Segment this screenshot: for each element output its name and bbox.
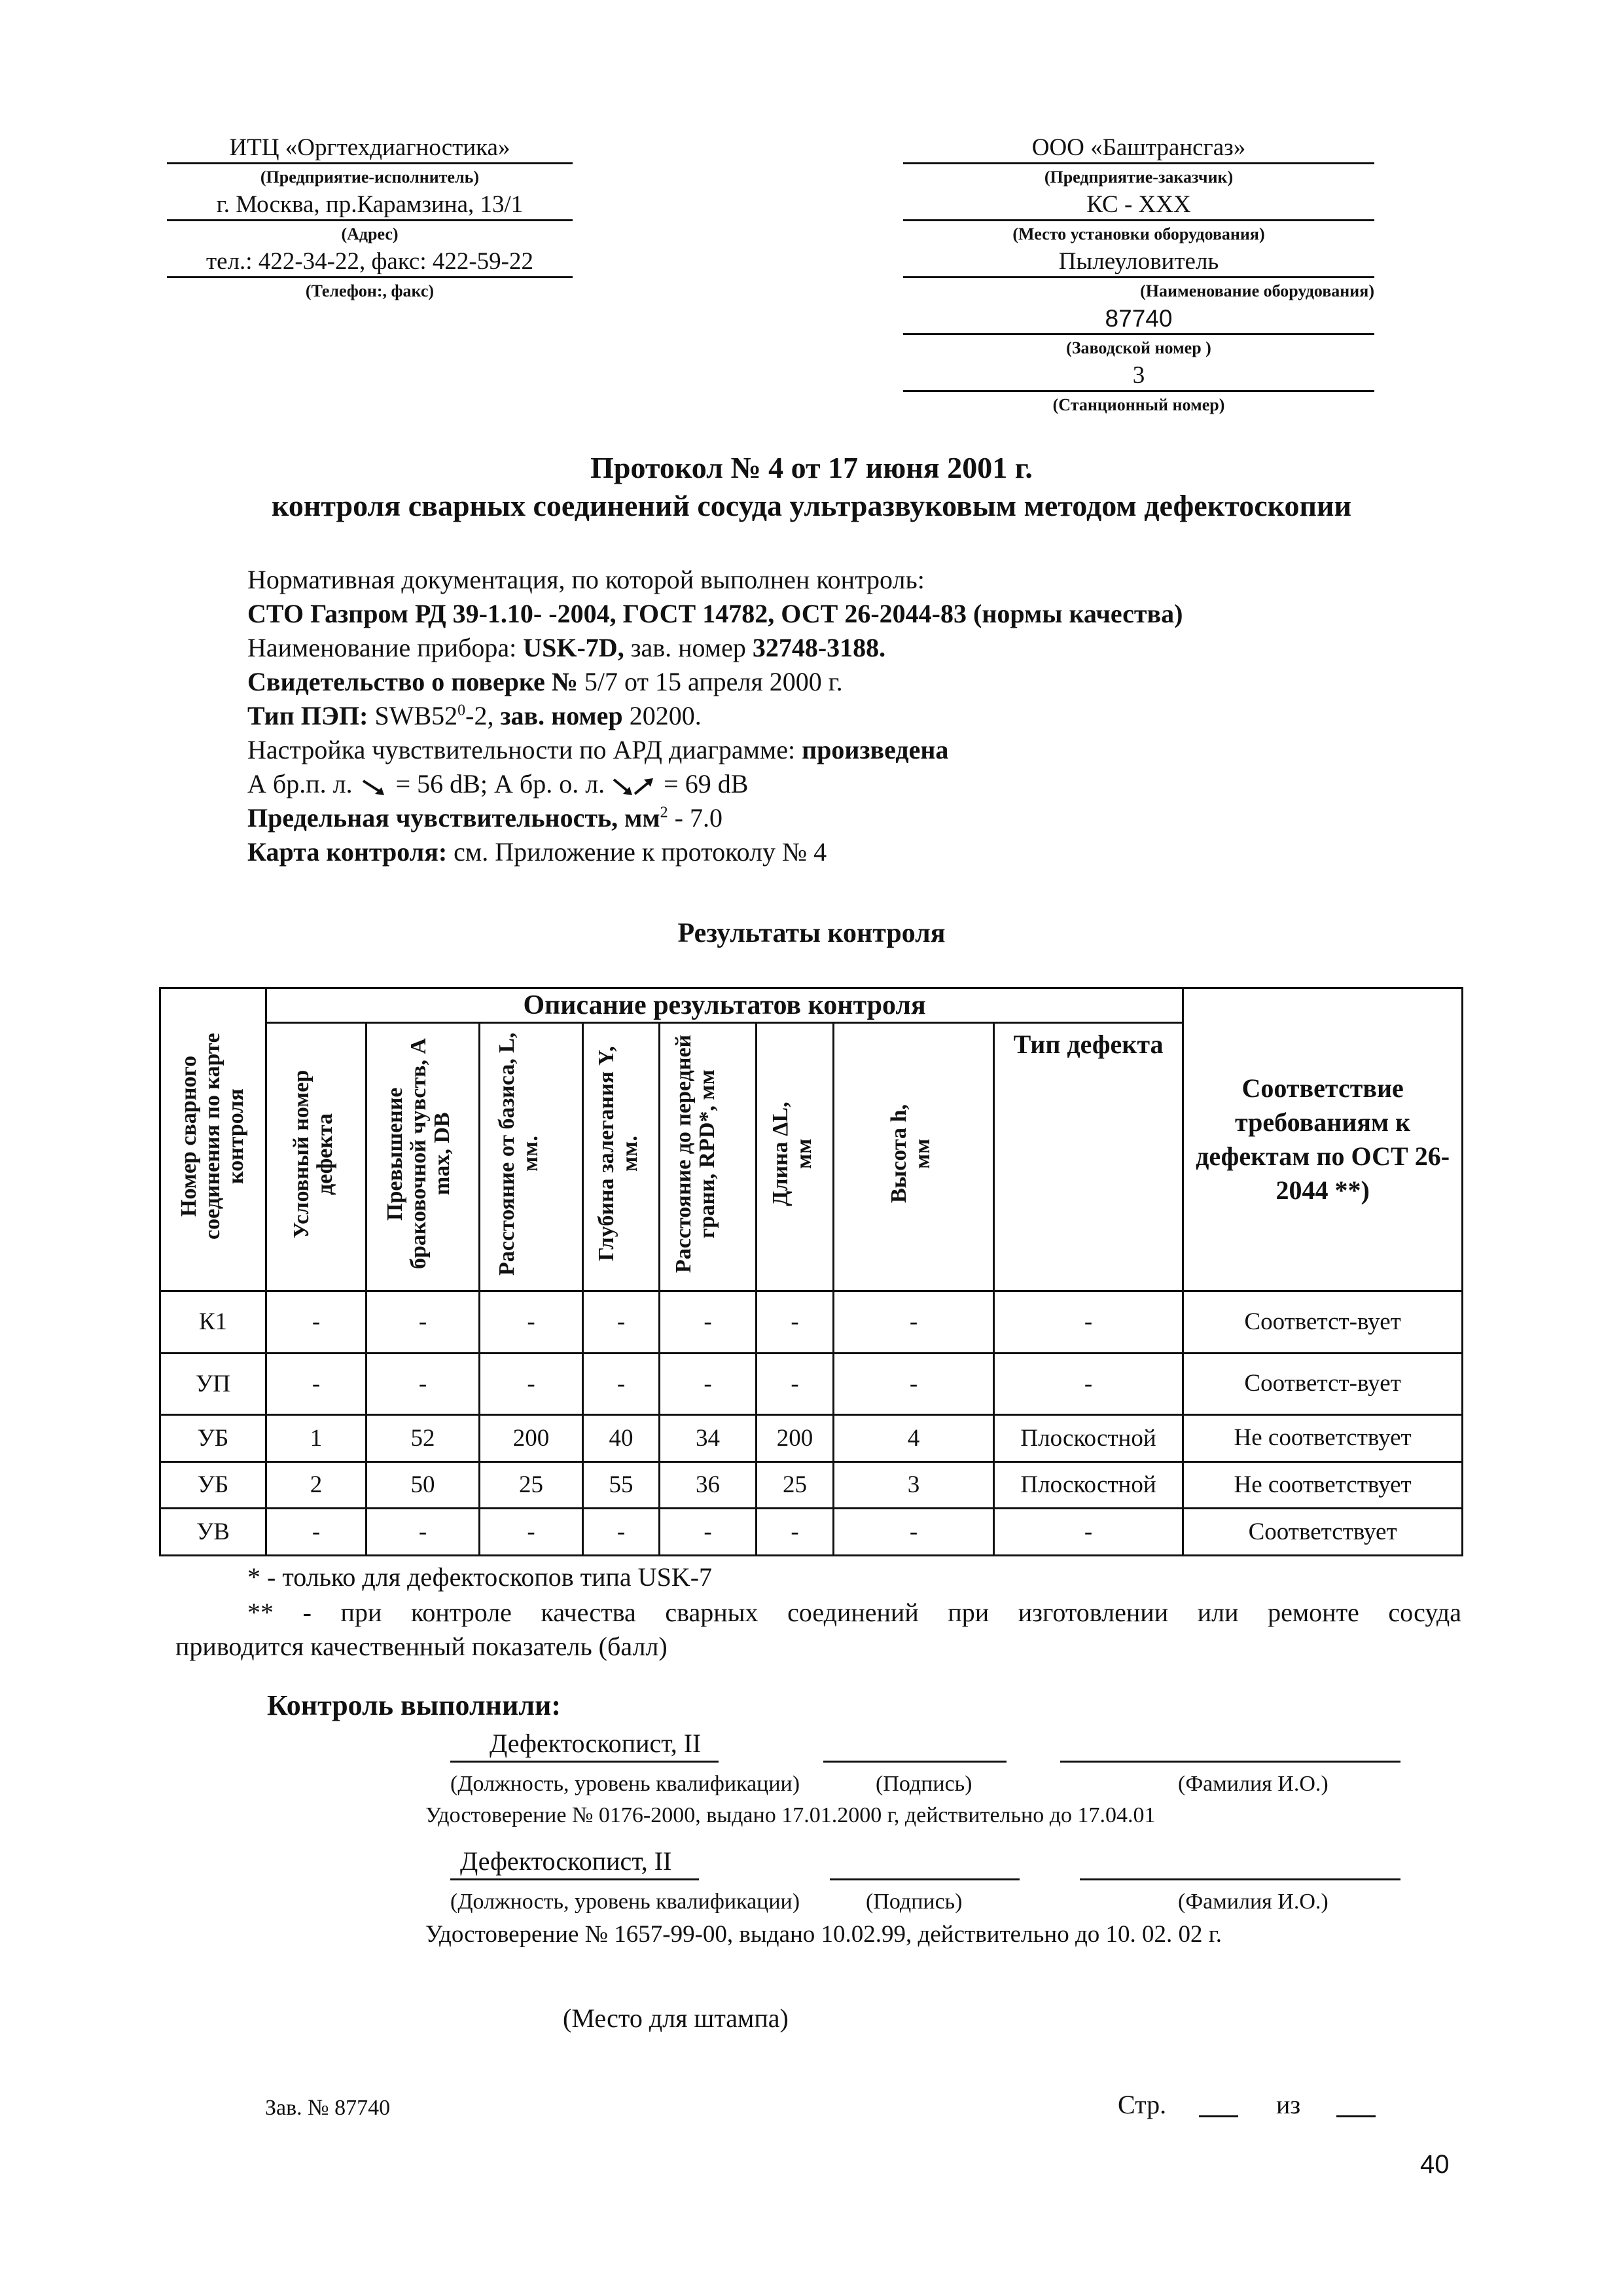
col-joint-header: [160, 988, 266, 1291]
page-number: 40: [1420, 2150, 1450, 2179]
cell-depth: 55: [583, 1462, 660, 1509]
cell-rpd: -: [660, 1291, 757, 1353]
probe-sn-label: зав. номер: [493, 701, 630, 730]
cell-depth: -: [583, 1291, 660, 1353]
cell-type: -: [994, 1291, 1183, 1353]
cell-conf: Соответствует: [1183, 1509, 1463, 1556]
customer-equipment-caption: (Наименование оборудования): [1140, 281, 1374, 300]
col-excess-label: Превышение браковочной чувств, А max, DB: [383, 1038, 454, 1270]
inspector2-signature-line[interactable]: [830, 1878, 1020, 1880]
cell-height: 4: [834, 1414, 994, 1462]
map-line: [247, 835, 1596, 869]
cell-joint: УВ: [160, 1509, 266, 1556]
cell-dist: -: [480, 1291, 583, 1353]
performed-by-heading: Контроль выполнили:: [267, 1689, 562, 1721]
cell-depth: 40: [583, 1414, 660, 1462]
cell-depth: -: [583, 1509, 660, 1556]
probe-line: [247, 699, 1596, 733]
docs-label: Нормативная документация, по которой выполнен контроль:: [247, 565, 925, 594]
note-quality-line1: ** - при контроле качества сварных соединений при изготовлении или ремонте сосуда: [247, 1598, 1461, 1627]
device-model: USK-7D,: [523, 633, 624, 662]
inspector2-caption-name: (Фамилия И.О.): [1178, 1890, 1329, 1914]
customer-factory-number-caption: (Заводской номер ): [1066, 338, 1211, 357]
executor-phone-caption: (Телефон:, факс): [305, 281, 435, 300]
cell-type: -: [994, 1509, 1183, 1556]
note-quality-line2: приводится качественный показатель (балл): [175, 1632, 668, 1661]
inspector1-name-line[interactable]: [1060, 1761, 1400, 1763]
cell-dist: 25: [480, 1462, 583, 1509]
executor-address: г. Москва, пр.Карамзина, 13/1: [167, 190, 573, 221]
executor-block: [167, 134, 573, 304]
table-row: [160, 1509, 1463, 1556]
footer-total-field[interactable]: [1336, 2115, 1376, 2117]
customer-location-caption: (Место установки оборудования): [1012, 224, 1265, 243]
table-row: [160, 1462, 1463, 1509]
cell-dist: 200: [480, 1414, 583, 1462]
level1-label: А бр.п. л.: [247, 769, 359, 798]
cell-len: -: [757, 1353, 834, 1414]
cell-excess: -: [366, 1509, 480, 1556]
map-label: Карта контроля:: [247, 837, 454, 867]
cell-excess: -: [366, 1353, 480, 1414]
customer-location: КС - XXX: [903, 190, 1374, 221]
inspector2-certificate: Удостоверение № 1657-99-00, выдано 10.02.99, действительно до 10. 02. 02 г.: [425, 1921, 1222, 1948]
note-quality: [175, 1596, 1461, 1664]
col-length-label: Длина ΔL, мм: [768, 1101, 816, 1206]
cell-depth: -: [583, 1353, 660, 1414]
stamp-place: (Место для штампа): [563, 2003, 789, 2033]
cell-conf: Не соответствует: [1183, 1462, 1463, 1509]
customer-station-number: 3: [903, 361, 1374, 392]
group-description-header: Описание результатов контроля: [266, 988, 1183, 1023]
cell-rpd: 34: [660, 1414, 757, 1462]
table-row: [160, 1291, 1463, 1353]
col-height-label: Высота h, мм: [887, 1104, 935, 1204]
col-excess-header: [366, 1023, 480, 1291]
cell-height: -: [834, 1353, 994, 1414]
cell-rpd: -: [660, 1353, 757, 1414]
tuning-value: произведена: [802, 735, 949, 764]
docs-value: СТО Газпром РД 39-1.10- -2004, ГОСТ 14782, ОСТ 26-2044-83 (нормы качества): [247, 599, 1183, 628]
inspector2-position-line: [450, 1878, 699, 1880]
limit-sup: 2: [660, 804, 668, 821]
tuning-label: Настройка чувствительности по АРД диаграмме:: [247, 735, 802, 764]
col-distance-label: Расстояние от базиса, L, мм.: [494, 1032, 543, 1276]
footer-page-label: Стр.: [1118, 2090, 1167, 2119]
cell-excess: -: [366, 1291, 480, 1353]
customer-name: ООО «Баштрансгаз»: [903, 134, 1374, 164]
inspector2-caption-position: (Должность, уровень квалификации): [450, 1890, 800, 1914]
cell-height: 3: [834, 1462, 994, 1509]
cert-line: [247, 665, 1596, 699]
customer-factory-number: 87740: [903, 304, 1374, 335]
probe-label: Тип ПЭП:: [247, 701, 375, 730]
results-title: Результаты контроля: [677, 918, 946, 948]
inspector1-position: Дефектоскопист, II: [490, 1729, 702, 1758]
inspector2-position: Дефектоскопист, II: [460, 1846, 672, 1876]
protocol-title: Протокол № 4 от 17 июня 2001 г.: [590, 451, 1033, 484]
customer-name-caption: (Предприятие-заказчик): [1044, 168, 1234, 187]
col-rpd-header: [660, 1023, 757, 1291]
probe-sup: 0: [457, 702, 466, 719]
cell-len: 200: [757, 1414, 834, 1462]
col-conformity-header: Соответствие требованиям к дефектам по ОСТ 26-2044 **): [1183, 988, 1463, 1291]
cert-label: Свидетельство о поверке №: [247, 667, 584, 696]
table-row: [160, 1353, 1463, 1414]
cert-value: 5/7 от 15 апреля 2000 г.: [584, 667, 843, 696]
limit-label: Предельная чувствительность, мм: [247, 803, 660, 833]
limit-line: [247, 801, 1596, 835]
cell-type: -: [994, 1353, 1183, 1414]
inspector1-position-line: [450, 1761, 719, 1763]
cell-conf: Не соответствует: [1183, 1414, 1463, 1462]
col-type-header: Тип дефекта: [994, 1023, 1183, 1291]
inspector2-name-line[interactable]: [1080, 1878, 1400, 1880]
executor-name-caption: (Предприятие-исполнитель): [260, 168, 480, 187]
executor-name: ИТЦ «Оргтехдиагностика»: [167, 134, 573, 164]
col-defect-no-label: Условный номер дефекта: [289, 1069, 337, 1238]
col-depth-label: Глубина залегания Y, мм.: [594, 1046, 642, 1262]
cell-conf: Соответст-вует: [1183, 1353, 1463, 1414]
col-height-header: [834, 1023, 994, 1291]
cell-rpd: -: [660, 1509, 757, 1556]
footer-factory-number: Зав. № 87740: [265, 2096, 391, 2120]
table-row: [160, 1414, 1463, 1462]
cell-no: -: [266, 1353, 366, 1414]
footer-of-label: из: [1276, 2090, 1301, 2119]
cell-type: Плоскостной: [994, 1462, 1183, 1509]
customer-station-number-caption: (Станционный номер): [1052, 395, 1225, 414]
level2-label: А бр. о. л.: [493, 769, 612, 798]
inspector1-caption-position: (Должность, уровень квалификации): [450, 1772, 800, 1796]
probe-suffix: -2,: [465, 701, 494, 730]
results-table: [159, 987, 1463, 1556]
inspector1-certificate: Удостоверение № 0176-2000, выдано 17.01.2000 г, действительно до 17.04.01: [425, 1803, 1156, 1827]
device-line: [247, 631, 1596, 665]
inspector1-caption-signature: (Подпись): [876, 1772, 972, 1796]
cell-rpd: 36: [660, 1462, 757, 1509]
customer-block: [903, 134, 1374, 418]
probe-serial: 20200.: [629, 701, 702, 730]
col-defect-no-header: [266, 1023, 366, 1291]
cell-height: -: [834, 1509, 994, 1556]
arrow-down-up-icon: [611, 776, 657, 798]
footer-page-field[interactable]: [1199, 2115, 1238, 2117]
col-rpd-label: Расстояние до передней грани, RPD*, мм: [671, 1034, 719, 1273]
cell-joint: УБ: [160, 1462, 266, 1509]
cell-dist: -: [480, 1509, 583, 1556]
note-usk: * - только для дефектоскопов типа USK-7: [247, 1562, 713, 1592]
col-length-header: [757, 1023, 834, 1291]
cell-excess: 50: [366, 1462, 480, 1509]
cell-len: -: [757, 1291, 834, 1353]
levels-line: [247, 767, 1596, 801]
limit-value: - 7.0: [668, 803, 722, 833]
cell-no: -: [266, 1509, 366, 1556]
cell-type: Плоскостной: [994, 1414, 1183, 1462]
probe-model: SWB52: [374, 701, 458, 730]
arrow-down-icon: [359, 776, 389, 798]
info-block: [247, 563, 1596, 869]
device-serial: 32748-3188.: [752, 633, 886, 662]
inspector1-caption-name: (Фамилия И.О.): [1178, 1772, 1329, 1796]
device-sn-label: зав. номер: [624, 633, 753, 662]
customer-equipment: Пылеуловитель: [903, 247, 1374, 278]
cell-joint: УБ: [160, 1414, 266, 1462]
col-joint-label: Номер сварного соединения по карте контроля: [176, 1033, 248, 1240]
col-depth-header: [583, 1023, 660, 1291]
cell-conf: Соответст-вует: [1183, 1291, 1463, 1353]
executor-phone: тел.: 422-34-22, факс: 422-59-22: [167, 247, 573, 278]
cell-no: 2: [266, 1462, 366, 1509]
cell-len: 25: [757, 1462, 834, 1509]
device-label: Наименование прибора:: [247, 633, 524, 662]
cell-no: 1: [266, 1414, 366, 1462]
executor-address-caption: (Адрес): [341, 224, 399, 243]
inspector1-signature-line[interactable]: [823, 1761, 1007, 1763]
inspector2-caption-signature: (Подпись): [866, 1890, 963, 1914]
cell-joint: УП: [160, 1353, 266, 1414]
level2-value: = 69 dB: [657, 769, 749, 798]
cell-dist: -: [480, 1353, 583, 1414]
map-value: см. Приложение к протоколу № 4: [454, 837, 827, 867]
cell-joint: К1: [160, 1291, 266, 1353]
cell-no: -: [266, 1291, 366, 1353]
level1-value: = 56 dB;: [389, 769, 494, 798]
col-distance-header: [480, 1023, 583, 1291]
tuning-line: [247, 733, 1596, 767]
protocol-subtitle: контроля сварных соединений сосуда ультразвуковым методом дефектоскопии: [271, 489, 1352, 522]
cell-len: -: [757, 1509, 834, 1556]
cell-excess: 52: [366, 1414, 480, 1462]
cell-height: -: [834, 1291, 994, 1353]
